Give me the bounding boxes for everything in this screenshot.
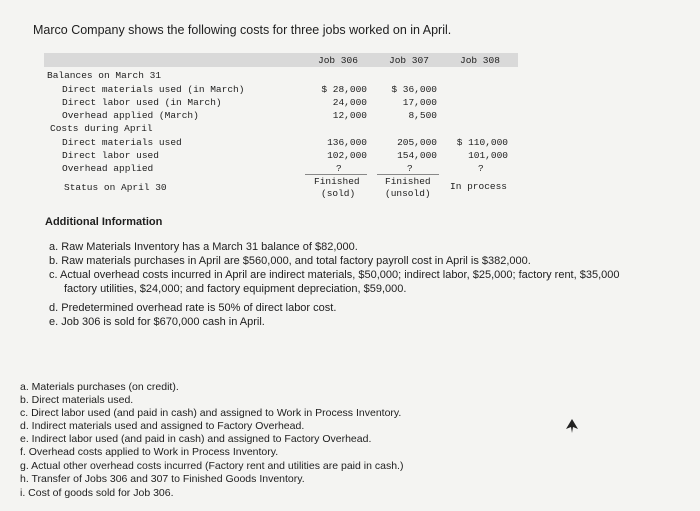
list-item: e. Indirect labor used (and paid in cash) and assigned to Factory Overhead. [20,433,372,445]
cell-306: 102,000 [327,150,367,161]
row-label: Direct labor used (in March) [62,97,222,108]
cell-306: ? [336,163,342,174]
cell-308: ? [478,163,484,174]
cell-307: ? [407,163,413,174]
list-item: h. Transfer of Jobs 306 and 307 to Finished Goods Inventory. [20,473,305,485]
row-label: Overhead applied [62,163,154,174]
costs-label: Costs during April [50,123,153,134]
pointer-arrow-icon [566,419,578,436]
additional-item: a. Raw Materials Inventory has a March 31 balance of $82,000. [49,241,358,253]
list-item: f. Overhead costs applied to Work in Process Inventory. [20,446,279,458]
header-job-306: Job 306 [318,55,358,66]
list-item: b. Direct materials used. [20,394,134,406]
additional-item: e. Job 306 is sold for $670,000 cash in April. [49,316,265,328]
cell-306: 136,000 [327,137,367,148]
additional-item: c. Actual overhead costs incurred in April are indirect materials, $50,000; indirect labor, $25,000; factory rent, $35,000 [49,269,620,281]
balances-label: Balances on March 31 [47,70,162,81]
status-307-line2: (unsold) [385,188,431,199]
list-item: a. Materials purchases (on credit). [20,381,179,393]
divider [377,174,439,175]
list-item: d. Indirect materials used and assigned to Factory Overhead. [20,420,305,432]
cell-308: $ 110,000 [456,137,508,148]
additional-heading: Additional Information [45,216,163,228]
header-job-307: Job 307 [389,55,429,66]
status-306-line1: Finished [314,176,360,187]
cell-307: 8,500 [408,110,437,121]
status-307-line1: Finished [385,176,431,187]
additional-item: b. Raw materials purchases in April are $560,000, and total factory payroll cost in April is $382,000. [49,255,531,267]
cell-307: 17,000 [402,97,437,108]
table-header-bar [44,53,518,67]
status-label: Status on April 30 [64,182,167,193]
status-308: In process [450,181,508,192]
cell-306: 24,000 [332,97,367,108]
cell-307: $ 36,000 [391,84,437,95]
divider [305,174,367,175]
cell-306: 12,000 [332,110,367,121]
cell-308: 101,000 [468,150,508,161]
page-title: Marco Company shows the following costs for three jobs worked on in April. [33,23,452,37]
list-item: g. Actual other overhead costs incurred (Factory rent and utilities are paid in cash.) [20,460,404,472]
row-label: Direct materials used [62,137,182,148]
header-job-308: Job 308 [460,55,500,66]
additional-item: d. Predetermined overhead rate is 50% of direct labor cost. [49,302,337,314]
cell-307: 154,000 [397,150,437,161]
row-label: Direct labor used [62,150,159,161]
row-label: Direct materials used (in March) [62,84,245,95]
list-item: c. Direct labor used (and paid in cash) and assigned to Work in Process Inventory. [20,407,402,419]
additional-item-continued: factory utilities, $24,000; and factory equipment depreciation, $59,000. [64,283,407,295]
row-label: Overhead applied (March) [62,110,199,121]
status-306-line2: (sold) [321,188,356,199]
list-item: i. Cost of goods sold for Job 306. [20,487,174,499]
cell-306: $ 28,000 [321,84,367,95]
cell-307: 205,000 [397,137,437,148]
